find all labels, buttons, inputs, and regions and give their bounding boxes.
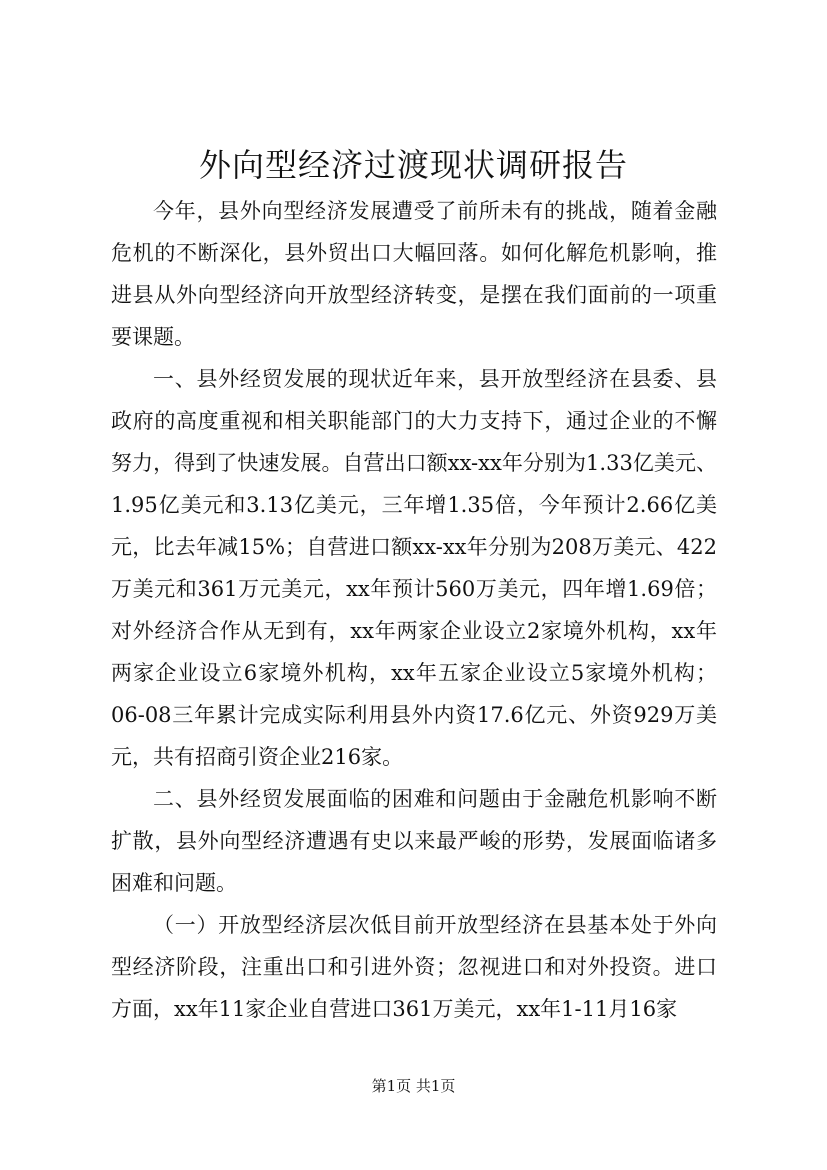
document-title: 外向型经济过渡现状调研报告 (198, 146, 628, 184)
paragraph: 二、县外经贸发展面临的困难和问题由于金融危机影响不断扩散，县外向型经济遭遇有史以来最严峻的形势，发展面临诸多困难和问题。 (111, 787, 717, 895)
paragraph: （一）开放型经济层次低目前开放型经济在县基本处于外向型经济阶段，注重出口和引进外资；忽视进口和对外投资。进口方面，xx年11家企业自营进口361万美元，xx年1-11月16家 (111, 913, 717, 1021)
paragraph: 一、县外经贸发展的现状近年来，县开放型经济在县委、县政府的高度重视和相关职能部门的大力支持下，通过企业的不懈努力，得到了快速发展。自营出口额xx-xx年分别为1.33亿美元、1.95亿美元和3.13亿美元，三年增1.35倍，今年预计2.66亿美元，比去年减15%；自营进口额xx-xx年分别为208万美元、422万美元和361万元美元，xx年预计560万美元，四年增1.69倍；对外经济合作从无到有，xx年两家企业设立2家境外机构，xx年两家企业设立6家境外机构，xx年五家企业设立5家境外机构；06-08三年累计完成实际利用县外内资17.6亿元、外资929万美元，共有招商引资企业216家。 (111, 367, 717, 769)
page-footer: 第1页 共1页 (371, 1077, 456, 1095)
paragraph: 今年，县外向型经济发展遭受了前所未有的挑战，随着金融危机的不断深化，县外贸出口大幅回落。如何化解危机影响，推进县从外向型经济向开放型经济转变，是摆在我们面前的一项重要课题。 (111, 199, 717, 349)
document-body (111, 190, 717, 1030)
